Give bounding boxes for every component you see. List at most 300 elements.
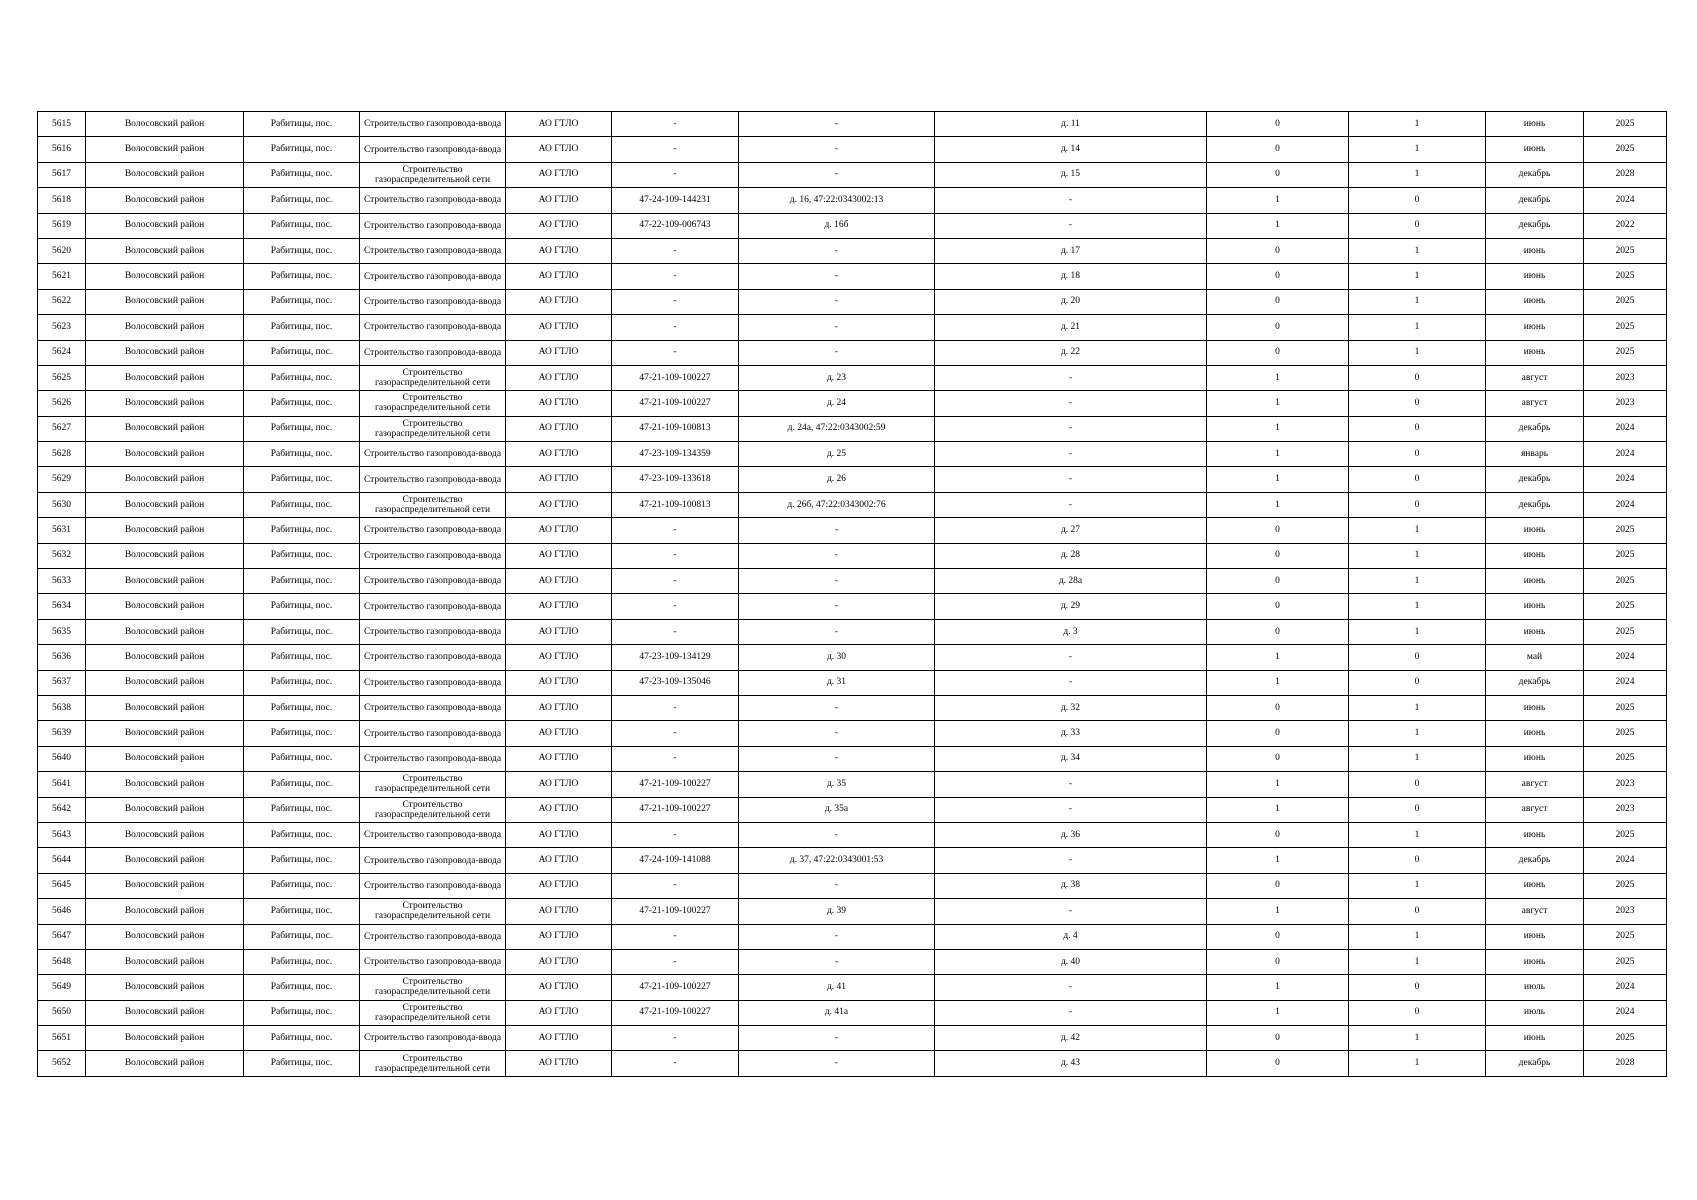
count-b-cell: 1 bbox=[1349, 924, 1486, 949]
row-number-cell: 5650 bbox=[38, 1000, 86, 1025]
organization-cell: АО ГТЛО bbox=[506, 1026, 612, 1051]
year-cell: 2024 bbox=[1584, 975, 1667, 1000]
settlement-cell: Рабитицы, пос. bbox=[244, 442, 360, 467]
address-cadastral-cell: д. 16, 47:22:0343002:13 bbox=[739, 188, 935, 213]
contract-number-cell: - bbox=[612, 264, 739, 289]
contract-number-cell: - bbox=[612, 162, 739, 187]
address-cadastral-cell: д. 31 bbox=[739, 670, 935, 695]
count-b-cell: 1 bbox=[1349, 1026, 1486, 1051]
year-cell: 2025 bbox=[1584, 873, 1667, 898]
year-cell: 2023 bbox=[1584, 365, 1667, 390]
year-cell: 2025 bbox=[1584, 569, 1667, 594]
contract-number-cell: - bbox=[612, 1051, 739, 1076]
settlement-cell: Рабитицы, пос. bbox=[244, 365, 360, 390]
year-cell: 2025 bbox=[1584, 289, 1667, 314]
month-cell: июнь bbox=[1486, 264, 1584, 289]
count-b-cell: 1 bbox=[1349, 162, 1486, 187]
contract-number-cell: 47-21-109-100227 bbox=[612, 1000, 739, 1025]
row-number-cell: 5640 bbox=[38, 746, 86, 771]
organization-cell: АО ГТЛО bbox=[506, 949, 612, 974]
table-row bbox=[38, 975, 1667, 1000]
month-cell: август bbox=[1486, 391, 1584, 416]
organization-cell: АО ГТЛО bbox=[506, 670, 612, 695]
settlement-cell: Рабитицы, пос. bbox=[244, 873, 360, 898]
address-cadastral-cell: д. 24а, 47:22:0343002:59 bbox=[739, 416, 935, 441]
organization-cell: АО ГТЛО bbox=[506, 746, 612, 771]
year-cell: 2024 bbox=[1584, 1000, 1667, 1025]
count-a-cell: 0 bbox=[1207, 238, 1349, 263]
table-row bbox=[38, 721, 1667, 746]
address-cadastral-cell: - bbox=[739, 289, 935, 314]
year-cell: 2025 bbox=[1584, 695, 1667, 720]
month-cell: декабрь bbox=[1486, 162, 1584, 187]
count-b-cell: 0 bbox=[1349, 442, 1486, 467]
work-type-cell: Строительство газораспределительной сети bbox=[360, 797, 506, 822]
work-type-cell: Строительство газопровода-ввода bbox=[360, 543, 506, 568]
month-cell: июнь bbox=[1486, 569, 1584, 594]
table-row bbox=[38, 264, 1667, 289]
address-cadastral-cell: - bbox=[739, 340, 935, 365]
count-b-cell: 1 bbox=[1349, 137, 1486, 162]
row-number-cell: 5652 bbox=[38, 1051, 86, 1076]
house-number-cell: д. 36 bbox=[935, 822, 1207, 847]
row-number-cell: 5620 bbox=[38, 238, 86, 263]
row-number-cell: 5651 bbox=[38, 1026, 86, 1051]
organization-cell: АО ГТЛО bbox=[506, 975, 612, 1000]
year-cell: 2025 bbox=[1584, 949, 1667, 974]
table-row bbox=[38, 873, 1667, 898]
month-cell: июнь bbox=[1486, 1026, 1584, 1051]
address-cadastral-cell: - bbox=[739, 518, 935, 543]
month-cell: июнь bbox=[1486, 594, 1584, 619]
month-cell: август bbox=[1486, 899, 1584, 924]
work-type-cell: Строительство газораспределительной сети bbox=[360, 1000, 506, 1025]
work-type-cell: Строительство газораспределительной сети bbox=[360, 365, 506, 390]
organization-cell: АО ГТЛО bbox=[506, 695, 612, 720]
district-cell: Волосовский район bbox=[86, 162, 244, 187]
house-number-cell: д. 18 bbox=[935, 264, 1207, 289]
contract-number-cell: - bbox=[612, 340, 739, 365]
work-type-cell: Строительство газораспределительной сети bbox=[360, 975, 506, 1000]
count-b-cell: 1 bbox=[1349, 569, 1486, 594]
month-cell: июнь bbox=[1486, 822, 1584, 847]
count-b-cell: 1 bbox=[1349, 594, 1486, 619]
month-cell: июнь bbox=[1486, 695, 1584, 720]
count-a-cell: 1 bbox=[1207, 899, 1349, 924]
count-b-cell: 1 bbox=[1349, 238, 1486, 263]
work-type-cell: Строительство газопровода-ввода bbox=[360, 264, 506, 289]
house-number-cell: - bbox=[935, 416, 1207, 441]
contract-number-cell: 47-21-109-100227 bbox=[612, 899, 739, 924]
year-cell: 2022 bbox=[1584, 213, 1667, 238]
row-number-cell: 5618 bbox=[38, 188, 86, 213]
contract-number-cell: - bbox=[612, 695, 739, 720]
count-b-cell: 0 bbox=[1349, 492, 1486, 517]
house-number-cell: д. 28а bbox=[935, 569, 1207, 594]
work-type-cell: Строительство газопровода-ввода bbox=[360, 112, 506, 137]
count-b-cell: 1 bbox=[1349, 518, 1486, 543]
settlement-cell: Рабитицы, пос. bbox=[244, 213, 360, 238]
work-type-cell: Строительство газораспределительной сети bbox=[360, 492, 506, 517]
month-cell: декабрь bbox=[1486, 848, 1584, 873]
work-type-cell: Строительство газопровода-ввода bbox=[360, 924, 506, 949]
settlement-cell: Рабитицы, пос. bbox=[244, 340, 360, 365]
address-cadastral-cell: - bbox=[739, 569, 935, 594]
organization-cell: АО ГТЛО bbox=[506, 1000, 612, 1025]
house-number-cell: д. 40 bbox=[935, 949, 1207, 974]
count-a-cell: 1 bbox=[1207, 670, 1349, 695]
settlement-cell: Рабитицы, пос. bbox=[244, 543, 360, 568]
house-number-cell: д. 28 bbox=[935, 543, 1207, 568]
work-type-cell: Строительство газопровода-ввода bbox=[360, 619, 506, 644]
table-row bbox=[38, 188, 1667, 213]
year-cell: 2025 bbox=[1584, 619, 1667, 644]
settlement-cell: Рабитицы, пос. bbox=[244, 518, 360, 543]
year-cell: 2025 bbox=[1584, 822, 1667, 847]
contract-number-cell: 47-23-109-135046 bbox=[612, 670, 739, 695]
year-cell: 2025 bbox=[1584, 340, 1667, 365]
month-cell: июнь bbox=[1486, 543, 1584, 568]
row-number-cell: 5637 bbox=[38, 670, 86, 695]
month-cell: июнь bbox=[1486, 112, 1584, 137]
table-row bbox=[38, 569, 1667, 594]
district-cell: Волосовский район bbox=[86, 797, 244, 822]
count-b-cell: 0 bbox=[1349, 899, 1486, 924]
house-number-cell: д. 29 bbox=[935, 594, 1207, 619]
organization-cell: АО ГТЛО bbox=[506, 112, 612, 137]
district-cell: Волосовский район bbox=[86, 873, 244, 898]
settlement-cell: Рабитицы, пос. bbox=[244, 822, 360, 847]
year-cell: 2024 bbox=[1584, 848, 1667, 873]
table-row bbox=[38, 949, 1667, 974]
settlement-cell: Рабитицы, пос. bbox=[244, 416, 360, 441]
settlement-cell: Рабитицы, пос. bbox=[244, 695, 360, 720]
count-a-cell: 1 bbox=[1207, 848, 1349, 873]
table-row bbox=[38, 594, 1667, 619]
district-cell: Волосовский район bbox=[86, 315, 244, 340]
row-number-cell: 5630 bbox=[38, 492, 86, 517]
month-cell: июнь bbox=[1486, 340, 1584, 365]
settlement-cell: Рабитицы, пос. bbox=[244, 848, 360, 873]
work-type-cell: Строительство газопровода-ввода bbox=[360, 1026, 506, 1051]
count-a-cell: 0 bbox=[1207, 949, 1349, 974]
year-cell: 2025 bbox=[1584, 543, 1667, 568]
organization-cell: АО ГТЛО bbox=[506, 315, 612, 340]
house-number-cell: - bbox=[935, 391, 1207, 416]
house-number-cell: - bbox=[935, 645, 1207, 670]
district-cell: Волосовский район bbox=[86, 619, 244, 644]
contract-number-cell: - bbox=[612, 137, 739, 162]
year-cell: 2025 bbox=[1584, 594, 1667, 619]
row-number-cell: 5622 bbox=[38, 289, 86, 314]
row-number-cell: 5649 bbox=[38, 975, 86, 1000]
settlement-cell: Рабитицы, пос. bbox=[244, 797, 360, 822]
house-number-cell: - bbox=[935, 975, 1207, 1000]
work-type-cell: Строительство газопровода-ввода bbox=[360, 873, 506, 898]
settlement-cell: Рабитицы, пос. bbox=[244, 467, 360, 492]
organization-cell: АО ГТЛО bbox=[506, 238, 612, 263]
table-row bbox=[38, 391, 1667, 416]
count-a-cell: 0 bbox=[1207, 569, 1349, 594]
address-cadastral-cell: д. 23 bbox=[739, 365, 935, 390]
month-cell: июнь bbox=[1486, 238, 1584, 263]
address-cadastral-cell: - bbox=[739, 112, 935, 137]
count-a-cell: 0 bbox=[1207, 315, 1349, 340]
work-type-cell: Строительство газопровода-ввода bbox=[360, 315, 506, 340]
table-row bbox=[38, 924, 1667, 949]
work-type-cell: Строительство газопровода-ввода bbox=[360, 569, 506, 594]
house-number-cell: д. 42 bbox=[935, 1026, 1207, 1051]
row-number-cell: 5621 bbox=[38, 264, 86, 289]
row-number-cell: 5642 bbox=[38, 797, 86, 822]
work-type-cell: Строительство газопровода-ввода bbox=[360, 949, 506, 974]
contract-number-cell: - bbox=[612, 949, 739, 974]
district-cell: Волосовский район bbox=[86, 569, 244, 594]
work-type-cell: Строительство газораспределительной сети bbox=[360, 391, 506, 416]
count-a-cell: 0 bbox=[1207, 822, 1349, 847]
count-b-cell: 1 bbox=[1349, 619, 1486, 644]
year-cell: 2025 bbox=[1584, 137, 1667, 162]
address-cadastral-cell: д. 30 bbox=[739, 645, 935, 670]
count-b-cell: 0 bbox=[1349, 848, 1486, 873]
month-cell: июнь bbox=[1486, 315, 1584, 340]
count-b-cell: 1 bbox=[1349, 1051, 1486, 1076]
count-a-cell: 1 bbox=[1207, 365, 1349, 390]
contract-number-cell: - bbox=[612, 289, 739, 314]
row-number-cell: 5631 bbox=[38, 518, 86, 543]
month-cell: июнь bbox=[1486, 289, 1584, 314]
count-b-cell: 1 bbox=[1349, 746, 1486, 771]
settlement-cell: Рабитицы, пос. bbox=[244, 670, 360, 695]
address-cadastral-cell: - bbox=[739, 924, 935, 949]
work-type-cell: Строительство газораспределительной сети bbox=[360, 772, 506, 797]
address-cadastral-cell: д. 41а bbox=[739, 1000, 935, 1025]
settlement-cell: Рабитицы, пос. bbox=[244, 1026, 360, 1051]
organization-cell: АО ГТЛО bbox=[506, 442, 612, 467]
row-number-cell: 5619 bbox=[38, 213, 86, 238]
house-number-cell: - bbox=[935, 213, 1207, 238]
month-cell: июль bbox=[1486, 975, 1584, 1000]
house-number-cell: д. 43 bbox=[935, 1051, 1207, 1076]
table-row bbox=[38, 645, 1667, 670]
settlement-cell: Рабитицы, пос. bbox=[244, 594, 360, 619]
table-row bbox=[38, 137, 1667, 162]
organization-cell: АО ГТЛО bbox=[506, 1051, 612, 1076]
house-number-cell: д. 17 bbox=[935, 238, 1207, 263]
count-b-cell: 1 bbox=[1349, 873, 1486, 898]
contract-number-cell: 47-23-109-133618 bbox=[612, 467, 739, 492]
address-cadastral-cell: д. 24 bbox=[739, 391, 935, 416]
house-number-cell: д. 34 bbox=[935, 746, 1207, 771]
count-b-cell: 0 bbox=[1349, 365, 1486, 390]
organization-cell: АО ГТЛО bbox=[506, 162, 612, 187]
count-b-cell: 0 bbox=[1349, 213, 1486, 238]
month-cell: декабрь bbox=[1486, 1051, 1584, 1076]
contract-number-cell: - bbox=[612, 721, 739, 746]
settlement-cell: Рабитицы, пос. bbox=[244, 975, 360, 1000]
count-b-cell: 1 bbox=[1349, 543, 1486, 568]
count-a-cell: 0 bbox=[1207, 721, 1349, 746]
house-number-cell: - bbox=[935, 467, 1207, 492]
table-row bbox=[38, 670, 1667, 695]
address-cadastral-cell: - bbox=[739, 873, 935, 898]
settlement-cell: Рабитицы, пос. bbox=[244, 949, 360, 974]
contract-number-cell: 47-21-109-100227 bbox=[612, 391, 739, 416]
work-type-cell: Строительство газопровода-ввода bbox=[360, 746, 506, 771]
house-number-cell: д. 33 bbox=[935, 721, 1207, 746]
table-row bbox=[38, 518, 1667, 543]
row-number-cell: 5628 bbox=[38, 442, 86, 467]
organization-cell: АО ГТЛО bbox=[506, 289, 612, 314]
settlement-cell: Рабитицы, пос. bbox=[244, 264, 360, 289]
work-type-cell: Строительство газопровода-ввода bbox=[360, 594, 506, 619]
year-cell: 2024 bbox=[1584, 467, 1667, 492]
table-row bbox=[38, 746, 1667, 771]
address-cadastral-cell: - bbox=[739, 315, 935, 340]
count-a-cell: 0 bbox=[1207, 746, 1349, 771]
organization-cell: АО ГТЛО bbox=[506, 619, 612, 644]
count-a-cell: 0 bbox=[1207, 594, 1349, 619]
organization-cell: АО ГТЛО bbox=[506, 518, 612, 543]
month-cell: июнь bbox=[1486, 619, 1584, 644]
house-number-cell: д. 38 bbox=[935, 873, 1207, 898]
count-a-cell: 0 bbox=[1207, 289, 1349, 314]
work-type-cell: Строительство газораспределительной сети bbox=[360, 416, 506, 441]
contract-number-cell: - bbox=[612, 746, 739, 771]
count-b-cell: 1 bbox=[1349, 340, 1486, 365]
count-b-cell: 0 bbox=[1349, 645, 1486, 670]
organization-cell: АО ГТЛО bbox=[506, 137, 612, 162]
table-row bbox=[38, 365, 1667, 390]
row-number-cell: 5633 bbox=[38, 569, 86, 594]
contract-number-cell: - bbox=[612, 594, 739, 619]
month-cell: июнь bbox=[1486, 518, 1584, 543]
count-a-cell: 0 bbox=[1207, 1051, 1349, 1076]
contract-number-cell: - bbox=[612, 518, 739, 543]
year-cell: 2023 bbox=[1584, 391, 1667, 416]
year-cell: 2024 bbox=[1584, 492, 1667, 517]
district-cell: Волосовский район bbox=[86, 340, 244, 365]
contract-number-cell: 47-21-109-100227 bbox=[612, 365, 739, 390]
count-a-cell: 0 bbox=[1207, 873, 1349, 898]
district-cell: Волосовский район bbox=[86, 442, 244, 467]
year-cell: 2023 bbox=[1584, 772, 1667, 797]
row-number-cell: 5648 bbox=[38, 949, 86, 974]
district-cell: Волосовский район bbox=[86, 746, 244, 771]
organization-cell: АО ГТЛО bbox=[506, 797, 612, 822]
settlement-cell: Рабитицы, пос. bbox=[244, 391, 360, 416]
month-cell: декабрь bbox=[1486, 467, 1584, 492]
address-cadastral-cell: д. 26б, 47:22:0343002:76 bbox=[739, 492, 935, 517]
house-number-cell: - bbox=[935, 365, 1207, 390]
year-cell: 2028 bbox=[1584, 162, 1667, 187]
month-cell: август bbox=[1486, 772, 1584, 797]
row-number-cell: 5624 bbox=[38, 340, 86, 365]
count-a-cell: 0 bbox=[1207, 1026, 1349, 1051]
row-number-cell: 5647 bbox=[38, 924, 86, 949]
address-cadastral-cell: - bbox=[739, 822, 935, 847]
count-b-cell: 0 bbox=[1349, 772, 1486, 797]
table-row bbox=[38, 213, 1667, 238]
settlement-cell: Рабитицы, пос. bbox=[244, 238, 360, 263]
settlement-cell: Рабитицы, пос. bbox=[244, 492, 360, 517]
house-number-cell: - bbox=[935, 797, 1207, 822]
year-cell: 2025 bbox=[1584, 238, 1667, 263]
organization-cell: АО ГТЛО bbox=[506, 848, 612, 873]
year-cell: 2024 bbox=[1584, 442, 1667, 467]
work-type-cell: Строительство газораспределительной сети bbox=[360, 162, 506, 187]
month-cell: июль bbox=[1486, 1000, 1584, 1025]
count-a-cell: 0 bbox=[1207, 619, 1349, 644]
table-row bbox=[38, 162, 1667, 187]
table-row bbox=[38, 1026, 1667, 1051]
month-cell: декабрь bbox=[1486, 188, 1584, 213]
district-cell: Волосовский район bbox=[86, 467, 244, 492]
house-number-cell: - bbox=[935, 1000, 1207, 1025]
count-b-cell: 1 bbox=[1349, 949, 1486, 974]
work-type-cell: Строительство газопровода-ввода bbox=[360, 289, 506, 314]
row-number-cell: 5632 bbox=[38, 543, 86, 568]
district-cell: Волосовский район bbox=[86, 112, 244, 137]
row-number-cell: 5636 bbox=[38, 645, 86, 670]
district-cell: Волосовский район bbox=[86, 949, 244, 974]
count-a-cell: 1 bbox=[1207, 213, 1349, 238]
contract-number-cell: 47-21-109-100227 bbox=[612, 772, 739, 797]
district-cell: Волосовский район bbox=[86, 289, 244, 314]
month-cell: июнь bbox=[1486, 949, 1584, 974]
count-a-cell: 1 bbox=[1207, 492, 1349, 517]
count-a-cell: 1 bbox=[1207, 442, 1349, 467]
address-cadastral-cell: - bbox=[739, 695, 935, 720]
house-number-cell: - bbox=[935, 772, 1207, 797]
house-number-cell: д. 14 bbox=[935, 137, 1207, 162]
table-row bbox=[38, 238, 1667, 263]
table-row bbox=[38, 695, 1667, 720]
table-row bbox=[38, 289, 1667, 314]
house-number-cell: - bbox=[935, 848, 1207, 873]
row-number-cell: 5616 bbox=[38, 137, 86, 162]
contract-number-cell: - bbox=[612, 569, 739, 594]
count-a-cell: 1 bbox=[1207, 467, 1349, 492]
month-cell: июнь bbox=[1486, 137, 1584, 162]
month-cell: июнь bbox=[1486, 924, 1584, 949]
month-cell: май bbox=[1486, 645, 1584, 670]
contract-number-cell: - bbox=[612, 822, 739, 847]
house-number-cell: д. 27 bbox=[935, 518, 1207, 543]
count-b-cell: 1 bbox=[1349, 289, 1486, 314]
address-cadastral-cell: д. 25 bbox=[739, 442, 935, 467]
count-b-cell: 0 bbox=[1349, 670, 1486, 695]
count-a-cell: 0 bbox=[1207, 264, 1349, 289]
contract-number-cell: - bbox=[612, 315, 739, 340]
address-cadastral-cell: - bbox=[739, 543, 935, 568]
work-type-cell: Строительство газопровода-ввода bbox=[360, 137, 506, 162]
contract-number-cell: 47-23-109-134129 bbox=[612, 645, 739, 670]
address-cadastral-cell: д. 41 bbox=[739, 975, 935, 1000]
house-number-cell: - bbox=[935, 670, 1207, 695]
district-cell: Волосовский район bbox=[86, 822, 244, 847]
organization-cell: АО ГТЛО bbox=[506, 645, 612, 670]
year-cell: 2025 bbox=[1584, 746, 1667, 771]
count-a-cell: 0 bbox=[1207, 695, 1349, 720]
address-cadastral-cell: - bbox=[739, 594, 935, 619]
count-b-cell: 0 bbox=[1349, 975, 1486, 1000]
organization-cell: АО ГТЛО bbox=[506, 467, 612, 492]
count-a-cell: 0 bbox=[1207, 162, 1349, 187]
contract-number-cell: 47-23-109-134359 bbox=[612, 442, 739, 467]
count-b-cell: 1 bbox=[1349, 264, 1486, 289]
district-cell: Волосовский район bbox=[86, 772, 244, 797]
